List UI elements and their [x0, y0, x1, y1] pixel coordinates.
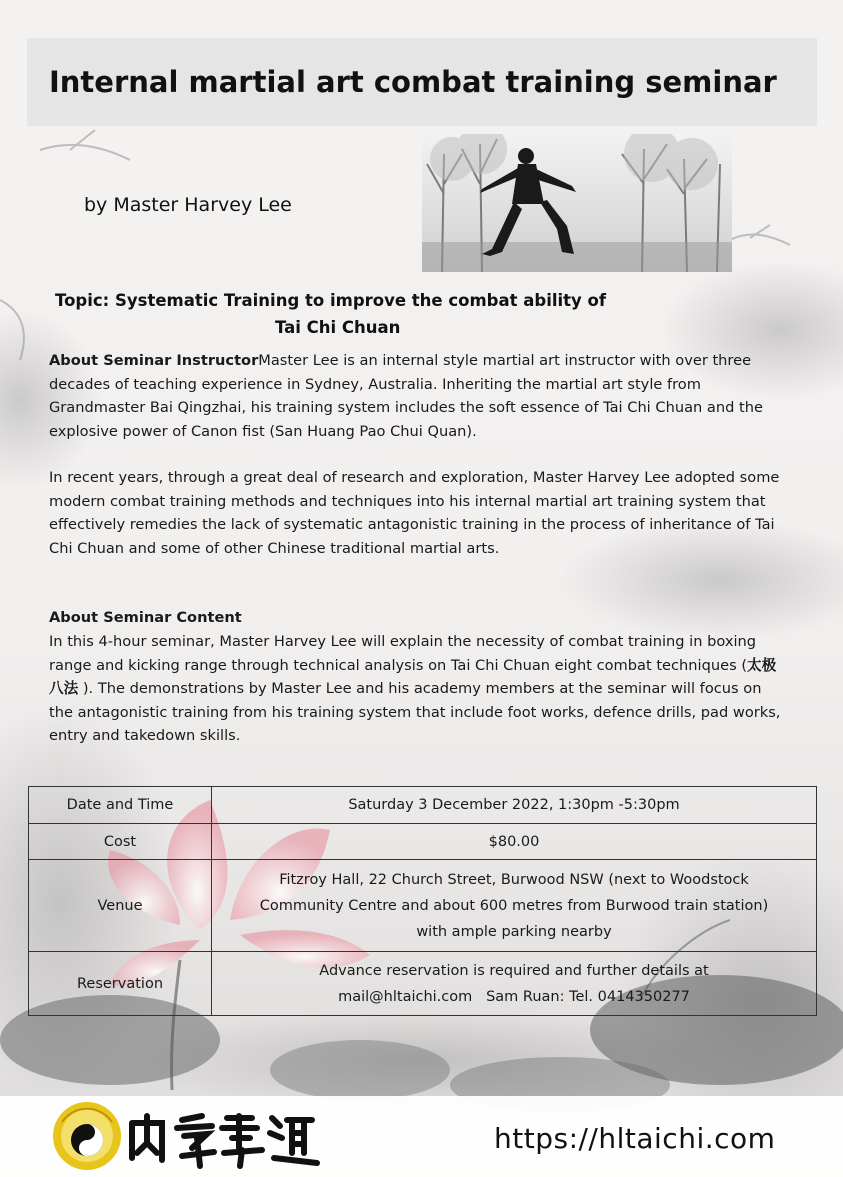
- cost-value: $80.00: [212, 824, 817, 860]
- table-row: [29, 824, 817, 860]
- academy-logo: [52, 1100, 122, 1172]
- table-row: [29, 952, 817, 1016]
- instructor-heading: About Seminar Instructor: [49, 352, 259, 369]
- seminar-details-table: [28, 786, 817, 1016]
- reservation-contact: Sam Ruan: Tel. 0414350277: [486, 988, 690, 1005]
- topic-line-1: Topic: Systematic Training to improve the combat ability of: [55, 291, 607, 310]
- topic-line-2: Tai Chi Chuan: [275, 318, 401, 337]
- calligraphy-logo: [122, 1108, 322, 1170]
- reservation-value: [212, 952, 817, 1016]
- seminar-topic: [55, 287, 715, 341]
- table-row: [29, 860, 817, 952]
- website-url-link[interactable]: https://hltaichi.com: [494, 1122, 776, 1155]
- content-paragraph: [49, 630, 789, 748]
- reservation-email-link[interactable]: mail@hltaichi.com: [338, 988, 473, 1005]
- title-banner: [27, 38, 817, 126]
- reservation-label: Reservation: [29, 952, 212, 1016]
- byline: by Master Harvey Lee: [84, 194, 292, 216]
- reservation-line-1: Advance reservation is required and further details at: [319, 962, 709, 979]
- venue-label: Venue: [29, 860, 212, 952]
- venue-value: [212, 860, 817, 952]
- instructor-paragraph: [49, 349, 789, 443]
- research-paragraph: In recent years, through a great deal of research and exploration, Master Harvey Lee adopted some modern combat training methods and techniques into his internal martial art training system that effectively remedies the lack of systematic antagonistic training in the process of inheritance of Tai Chi Chuan and some of other Chinese traditional martial arts.: [49, 469, 780, 557]
- cost-label: Cost: [29, 824, 212, 860]
- date-label: Date and Time: [29, 787, 212, 824]
- instructor-photo: [422, 134, 732, 272]
- content-text-before: In this 4-hour seminar, Master Harvey Lee will explain the necessity of combat training in boxing range and kicking range through technical analysis on Tai Chi Chuan eight combat techniques (: [49, 633, 757, 674]
- content-text-after: ). The demonstrations by Master Lee and his academy members at the seminar will focus on the antagonistic training from his training system that include foot works, defence drills, pad works, entry and takedown skills.: [49, 680, 781, 744]
- instructor-text: Master Lee is an internal style martial art instructor with over three decades of teaching experience in Sydney, Australia. Inheriting the martial art style from Grandmaster Bai Qingzhai, his training system includes the soft essence of Tai Chi Chuan and the explosive power of Canon fist (San Huang Pao Chui Quan).: [49, 352, 763, 440]
- date-value: Saturday 3 December 2022, 1:30pm -5:30pm: [212, 787, 817, 824]
- yin-yang-icon: [71, 1124, 103, 1156]
- chinese-techniques: 太极八法: [49, 656, 777, 697]
- reservation-line-2: [216, 984, 812, 1010]
- venue-line-2: Community Centre and about 600 metres from Burwood train station): [259, 897, 769, 914]
- content-heading: About Seminar Content: [49, 609, 242, 626]
- page-title: Internal martial art combat training seminar: [49, 65, 777, 99]
- venue-line-1: Fitzroy Hall, 22 Church Street, Burwood NSW (next to Woodstock: [279, 871, 749, 888]
- venue-line-3: with ample parking nearby: [416, 923, 612, 940]
- table-row: [29, 787, 817, 824]
